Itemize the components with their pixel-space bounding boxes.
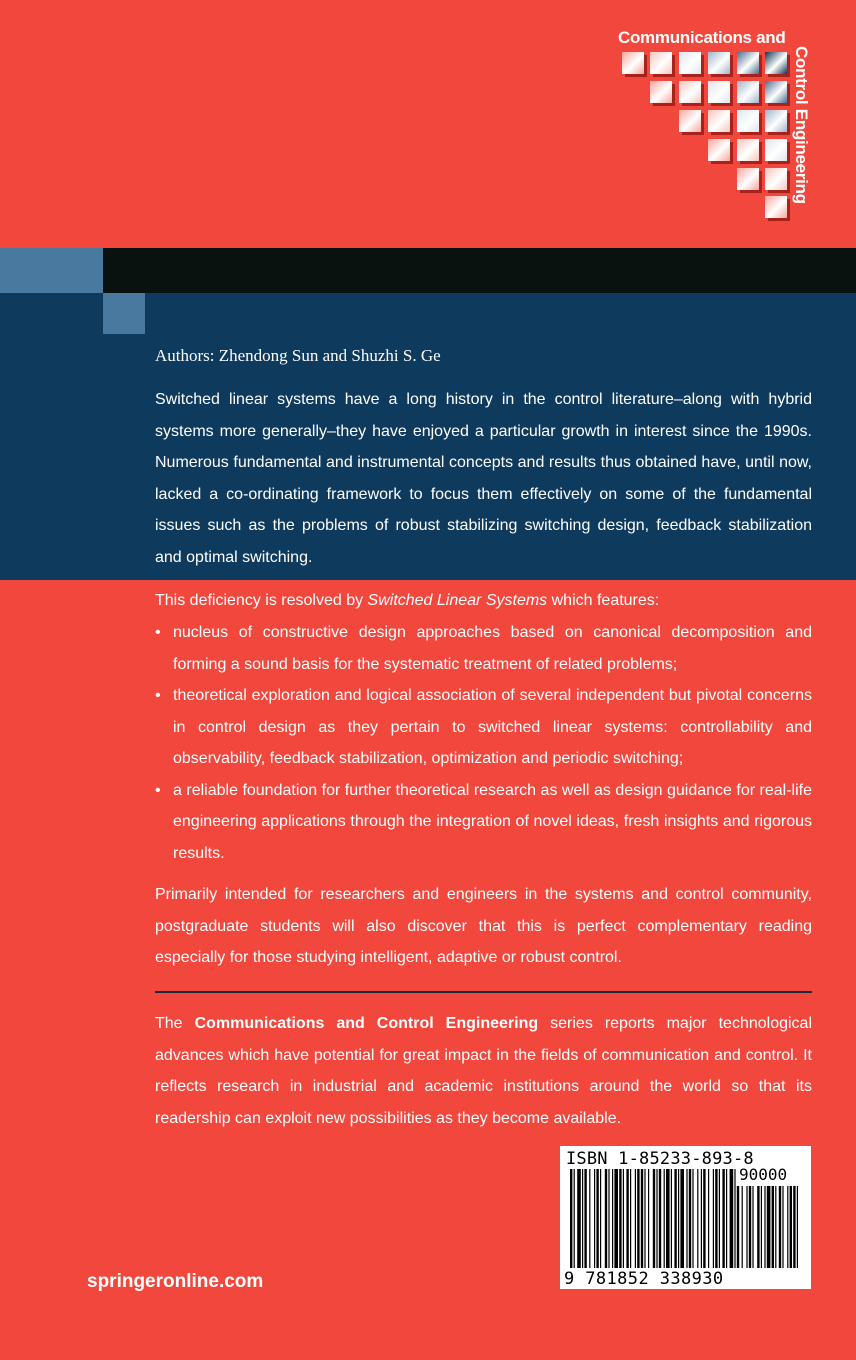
barcode-bar [674, 1169, 676, 1268]
list-item [155, 617, 812, 680]
barcode-bar [793, 1186, 795, 1268]
barcode-bar [790, 1186, 792, 1268]
logo-square [737, 168, 759, 190]
logo-square [737, 81, 759, 103]
barcode-bar [582, 1169, 583, 1268]
barcode-bar [782, 1186, 783, 1268]
barcode-bar [619, 1169, 621, 1268]
barcode-bar [574, 1169, 575, 1268]
features-intro-lead: This deficiency is resolved by [155, 592, 368, 609]
barcode-bar [637, 1169, 639, 1268]
barcode-bar [761, 1186, 762, 1268]
barcode-bar [689, 1169, 691, 1268]
barcode-bar [737, 1186, 739, 1268]
logo-square [708, 110, 730, 132]
series-desc-tail: series reports major technological advances which have potential for great impact in the fields of communication and control. It reflects research in industrial and academic institutions around the world so that its readership can exploit new possibilities as they become available. [155, 1015, 813, 1127]
barcode-bar [734, 1169, 735, 1268]
barcode-bar [715, 1169, 717, 1268]
barcode-bar [648, 1169, 649, 1268]
series-desc-lead: The [155, 1015, 195, 1032]
barcode-bar [775, 1186, 776, 1268]
barcode-bar [644, 1169, 645, 1268]
barcode-bar [703, 1169, 705, 1268]
barcode-bar [630, 1169, 631, 1268]
barcode-bar [767, 1186, 771, 1268]
bullet: • [155, 687, 161, 704]
logo-square [765, 168, 787, 190]
barcode-bar [612, 1169, 613, 1268]
series-name: Communications and Control Engineering [194, 1015, 539, 1032]
barcode-bar [757, 1186, 759, 1268]
barcode-bar [787, 1186, 788, 1268]
barcode-bar [614, 1169, 618, 1268]
logo-square [679, 52, 701, 74]
barcode-bar [659, 1169, 661, 1268]
logo-square [765, 110, 787, 132]
barcode-bar [635, 1169, 636, 1268]
barcode-bar [678, 1169, 679, 1268]
logo-square [737, 52, 759, 74]
ean-digits: 9 781852 338930 [564, 1269, 724, 1289]
black-band [103, 248, 856, 293]
barcode-bar [584, 1169, 586, 1268]
barcode-bar [692, 1169, 693, 1268]
publisher-website: springeronline.com [87, 1271, 264, 1292]
decorative-blue-block [0, 248, 103, 293]
audience-paragraph: Primarily intended for researchers and engineers in the systems and control community, postgraduate students will also discover that this is perfect complementary reading especially for those studying intelligent, adaptive or robust control. [155, 886, 812, 966]
barcode-bar [701, 1169, 702, 1268]
logo-square [650, 81, 672, 103]
barcode-bar [570, 1169, 572, 1268]
barcode-bar [764, 1186, 765, 1268]
bullet: • [155, 781, 161, 799]
barcode-bar [594, 1169, 595, 1268]
barcode-bar [772, 1186, 774, 1268]
bullet: • [155, 624, 161, 641]
barcode-bar [664, 1169, 665, 1268]
feature-text: nucleus of constructive design approaches based on canonical decomposition and forming a sound basis for the systematic treatment of related problems; [173, 624, 812, 673]
logo-square [650, 52, 672, 74]
series-title-horizontal: Communications and [618, 28, 786, 47]
barcode-bar [746, 1186, 747, 1268]
barcode-bar [779, 1186, 781, 1268]
logo-square [708, 52, 730, 74]
series-title-vertical: Control Engineering [792, 46, 811, 204]
barcode-bar [719, 1169, 720, 1268]
barcode-bar [589, 1169, 590, 1268]
barcode-bar [742, 1186, 743, 1268]
decorative-blue-block [103, 293, 145, 334]
barcode-bar [596, 1169, 598, 1268]
logo-square [622, 52, 644, 74]
logo-square [765, 196, 787, 218]
barcode-bar [708, 1169, 709, 1268]
feature-text: a reliable foundation for further theoretical research as well as design guidance for real-life engineering applications through the integration of novel ideas, fresh insights and rigorous results. [173, 781, 812, 862]
barcode-bar [641, 1169, 643, 1268]
barcode-bar [686, 1169, 687, 1268]
barcode-bar [722, 1169, 724, 1268]
logo-square [765, 81, 787, 103]
barcode-bar [671, 1169, 672, 1268]
features-intro-tail: which features: [547, 592, 660, 609]
barcode-bar [749, 1186, 751, 1268]
logo-square [765, 139, 787, 161]
barcode-bar [726, 1169, 727, 1268]
barcode-bar [626, 1169, 628, 1268]
divider-rule [155, 991, 812, 993]
feature-text: theoretical exploration and logical association of several independent but pivotal concerns in control design as they pertain to switched linear systems: controllability and observability, feedback stabilization, optimization and periodic switching; [173, 687, 812, 767]
logo-square [708, 139, 730, 161]
barcode-bar [577, 1169, 581, 1268]
barcode-bar [680, 1169, 684, 1268]
logo-square [737, 110, 759, 132]
authors-line: Authors: Zhendong Sun and Shuzhi S. Ge [155, 346, 441, 365]
barcode-bar [605, 1169, 607, 1268]
barcode-bar [666, 1169, 670, 1268]
features-list [155, 617, 812, 869]
logo-square [737, 139, 759, 161]
barcode-bars [560, 1146, 811, 1289]
list-item [155, 680, 812, 775]
book-title: Switched Linear Systems [367, 592, 548, 609]
barcode-bar [623, 1169, 624, 1268]
barcode-bar [653, 1169, 655, 1268]
barcode-bar [797, 1186, 798, 1268]
intro-paragraph: Switched linear systems have a long history in the control literature–along with hybrid systems more generally–they have enjoyed a particular growth in interest since the 1990s. Numerous fundamental and instrumental concepts and results thus obtained have, until now, lacked a co-ordinating framework to focus them effectively on some of the fundamental issues such as the problems of robust stabilizing switching design, feedback stabilization and optimal switching. [155, 391, 812, 566]
barcode-bar [752, 1186, 753, 1268]
barcode-bar [608, 1169, 609, 1268]
price-code: 90000 [739, 1165, 788, 1184]
logo-square [679, 81, 701, 103]
barcode-bar [713, 1169, 714, 1268]
barcode-bar [600, 1169, 601, 1268]
series-description [155, 1008, 812, 1134]
features-intro [155, 585, 812, 617]
list-item [155, 775, 812, 870]
isbn-text: ISBN 1-85233-893-8 [566, 1149, 754, 1169]
logo-square [765, 52, 787, 74]
logo-square [679, 110, 701, 132]
barcode-bar [730, 1169, 734, 1268]
barcode-bar [697, 1169, 698, 1268]
barcode-bar [656, 1169, 657, 1268]
logo-square [708, 81, 730, 103]
isbn-barcode [560, 1146, 811, 1289]
